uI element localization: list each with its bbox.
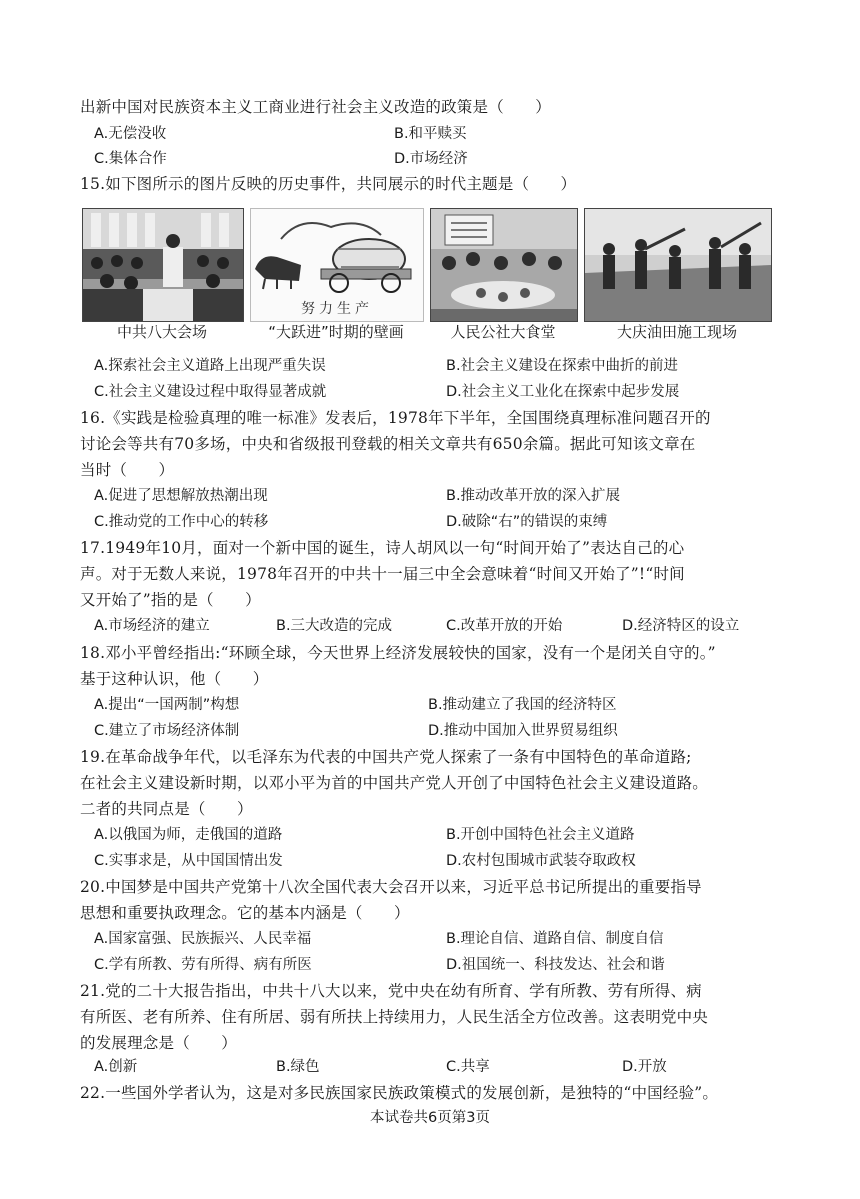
q18-option-d: D.推动中国加入世界贸易组织 (428, 723, 618, 739)
q21-stem-line-3: 的发展理念是（ ） (80, 1034, 238, 1052)
q19-stem-line-3: 二者的共同点是（ ） (80, 800, 253, 818)
q21-option-c: C.共享 (446, 1059, 490, 1075)
q17-option-b: B.三大改造的完成 (276, 618, 393, 634)
caption-congress-meeting: 中共八大会场 (116, 323, 207, 341)
q15-stem: 15.如下图所示的图片反映的历史事件，共同展示的时代主题是（ ） (80, 175, 577, 193)
q22-stem: 22.一些国外学者认为，这是对多民族国家民族政策模式的发展创新，是独特的“中国经验”。 (80, 1084, 719, 1102)
q16-stem-line-2: 讨论会等共有70多场，中央和省级报刊登载的相关文章共有650余篇。据此可知该文章在 (80, 435, 696, 453)
q16-option-d: D.破除“右”的错误的束缚 (446, 514, 608, 530)
ox-cart-mural-drawing (250, 208, 424, 322)
q17-stem-line-2: 声。对于无数人来说，1978年召开的中共十一届三中全会意味着“时间又开始了”!“时间 (80, 565, 685, 583)
q14-option-c: C.集体合作 (94, 151, 167, 167)
q20-option-d: D.祖国统一、科技发达、社会和谐 (446, 957, 665, 973)
q19-stem-line-2: 在社会主义建设新时期，以邓小平为首的中国共产党人开创了中国特色社会主义建设道路。 (80, 774, 709, 792)
caption-commune-canteen: 人民公社大食堂 (450, 323, 556, 341)
q15-option-b: B.社会主义建设在探索中曲折的前进 (446, 358, 679, 374)
q16-option-b: B.推动改革开放的深入扩展 (446, 488, 621, 504)
page-footer: 本试卷共6页第3页 (370, 1110, 490, 1126)
q14-option-a: A.无偿没收 (94, 126, 167, 142)
q20-stem-line-2: 思想和重要执政理念。它的基本内涵是（ ） (80, 904, 410, 922)
q17-option-d: D.经济特区的设立 (622, 618, 740, 634)
q14-stem: 出新中国对民族资本主义工商业进行社会主义改造的政策是（ ） (80, 98, 552, 116)
q18-option-b: B.推动建立了我国的经济特区 (428, 697, 617, 713)
q14-option-d: D.市场经济 (394, 151, 468, 167)
congress-meeting-photo (82, 208, 244, 322)
q15-option-d: D.社会主义工业化在探索中起步发展 (446, 384, 680, 400)
q19-stem-line-1: 19.在革命战争年代，以毛泽东为代表的中国共产党人探索了一条有中国特色的革命道路; (80, 748, 692, 766)
q18-option-c: C.建立了市场经济体制 (94, 723, 240, 739)
q19-option-d: D.农村包围城市武装夺取政权 (446, 853, 636, 869)
q19-option-c: C.实事求是，从中国国情出发 (94, 853, 283, 869)
mural-slogan: 努力生产 (301, 301, 373, 317)
q17-stem-line-3: 又开始了”指的是（ ） (80, 591, 261, 609)
q14-option-b: B.和平赎买 (394, 126, 467, 142)
q21-stem-line-2: 有所医、老有所养、住有所居、弱有所扶上持续用力，人民生活全方位改善。这表明党中央 (80, 1008, 709, 1026)
q20-option-a: A.国家富强、民族振兴、人民幸福 (94, 931, 312, 947)
q15-option-a: A.探索社会主义道路上出现严重失误 (94, 358, 326, 374)
q16-stem-line-1: 16.《实践是检验真理的唯一标准》发表后，1978年下半年，全国围绕真理标准问题召开的 (80, 409, 711, 427)
q19-option-a: A.以俄国为师，走俄国的道路 (94, 827, 283, 843)
q16-stem-line-3: 当时（ ） (80, 461, 175, 479)
caption-oilfield: 大庆油田施工现场 (616, 323, 737, 341)
q15-option-c: C.社会主义建设过程中取得显著成就 (94, 384, 327, 400)
q18-stem-line-1: 18.邓小平曾经指出:“环顾全球，今天世界上经济发展较快的国家，没有一个是闭关自守的。” (80, 644, 716, 662)
q17-stem-line-1: 17.1949年10月，面对一个新中国的诞生，诗人胡风以一句“时间开始了”表达自己的心 (80, 539, 685, 557)
caption-mural: “大跃进”时期的壁画 (268, 323, 404, 341)
q21-stem-line-1: 21.党的二十大报告指出，中共十八大以来，党中央在幼有所育、学有所教、劳有所得、病 (80, 982, 702, 1000)
q20-option-b: B.理论自信、道路自信、制度自信 (446, 931, 664, 947)
q17-option-c: C.改革开放的开始 (446, 618, 563, 634)
commune-canteen-photo (430, 208, 578, 322)
q18-stem-line-2: 基于这种认识，他（ ） (80, 670, 269, 688)
q20-option-c: C.学有所教、劳有所得、病有所医 (94, 957, 312, 973)
q21-option-b: B.绿色 (276, 1059, 320, 1075)
oilfield-construction-photo (584, 208, 772, 322)
q21-option-a: A.创新 (94, 1059, 138, 1075)
q21-option-d: D.开放 (622, 1059, 667, 1075)
q18-option-a: A.提出“一国两制”构想 (94, 697, 240, 713)
q17-option-a: A.市场经济的建立 (94, 618, 210, 634)
q19-option-b: B.开创中国特色社会主义道路 (446, 827, 635, 843)
q16-option-a: A.促进了思想解放热潮出现 (94, 488, 268, 504)
q16-option-c: C.推动党的工作中心的转移 (94, 514, 269, 530)
q20-stem-line-1: 20.中国梦是中国共产党第十八次全国代表大会召开以来，习近平总书记所提出的重要指导 (80, 878, 702, 896)
